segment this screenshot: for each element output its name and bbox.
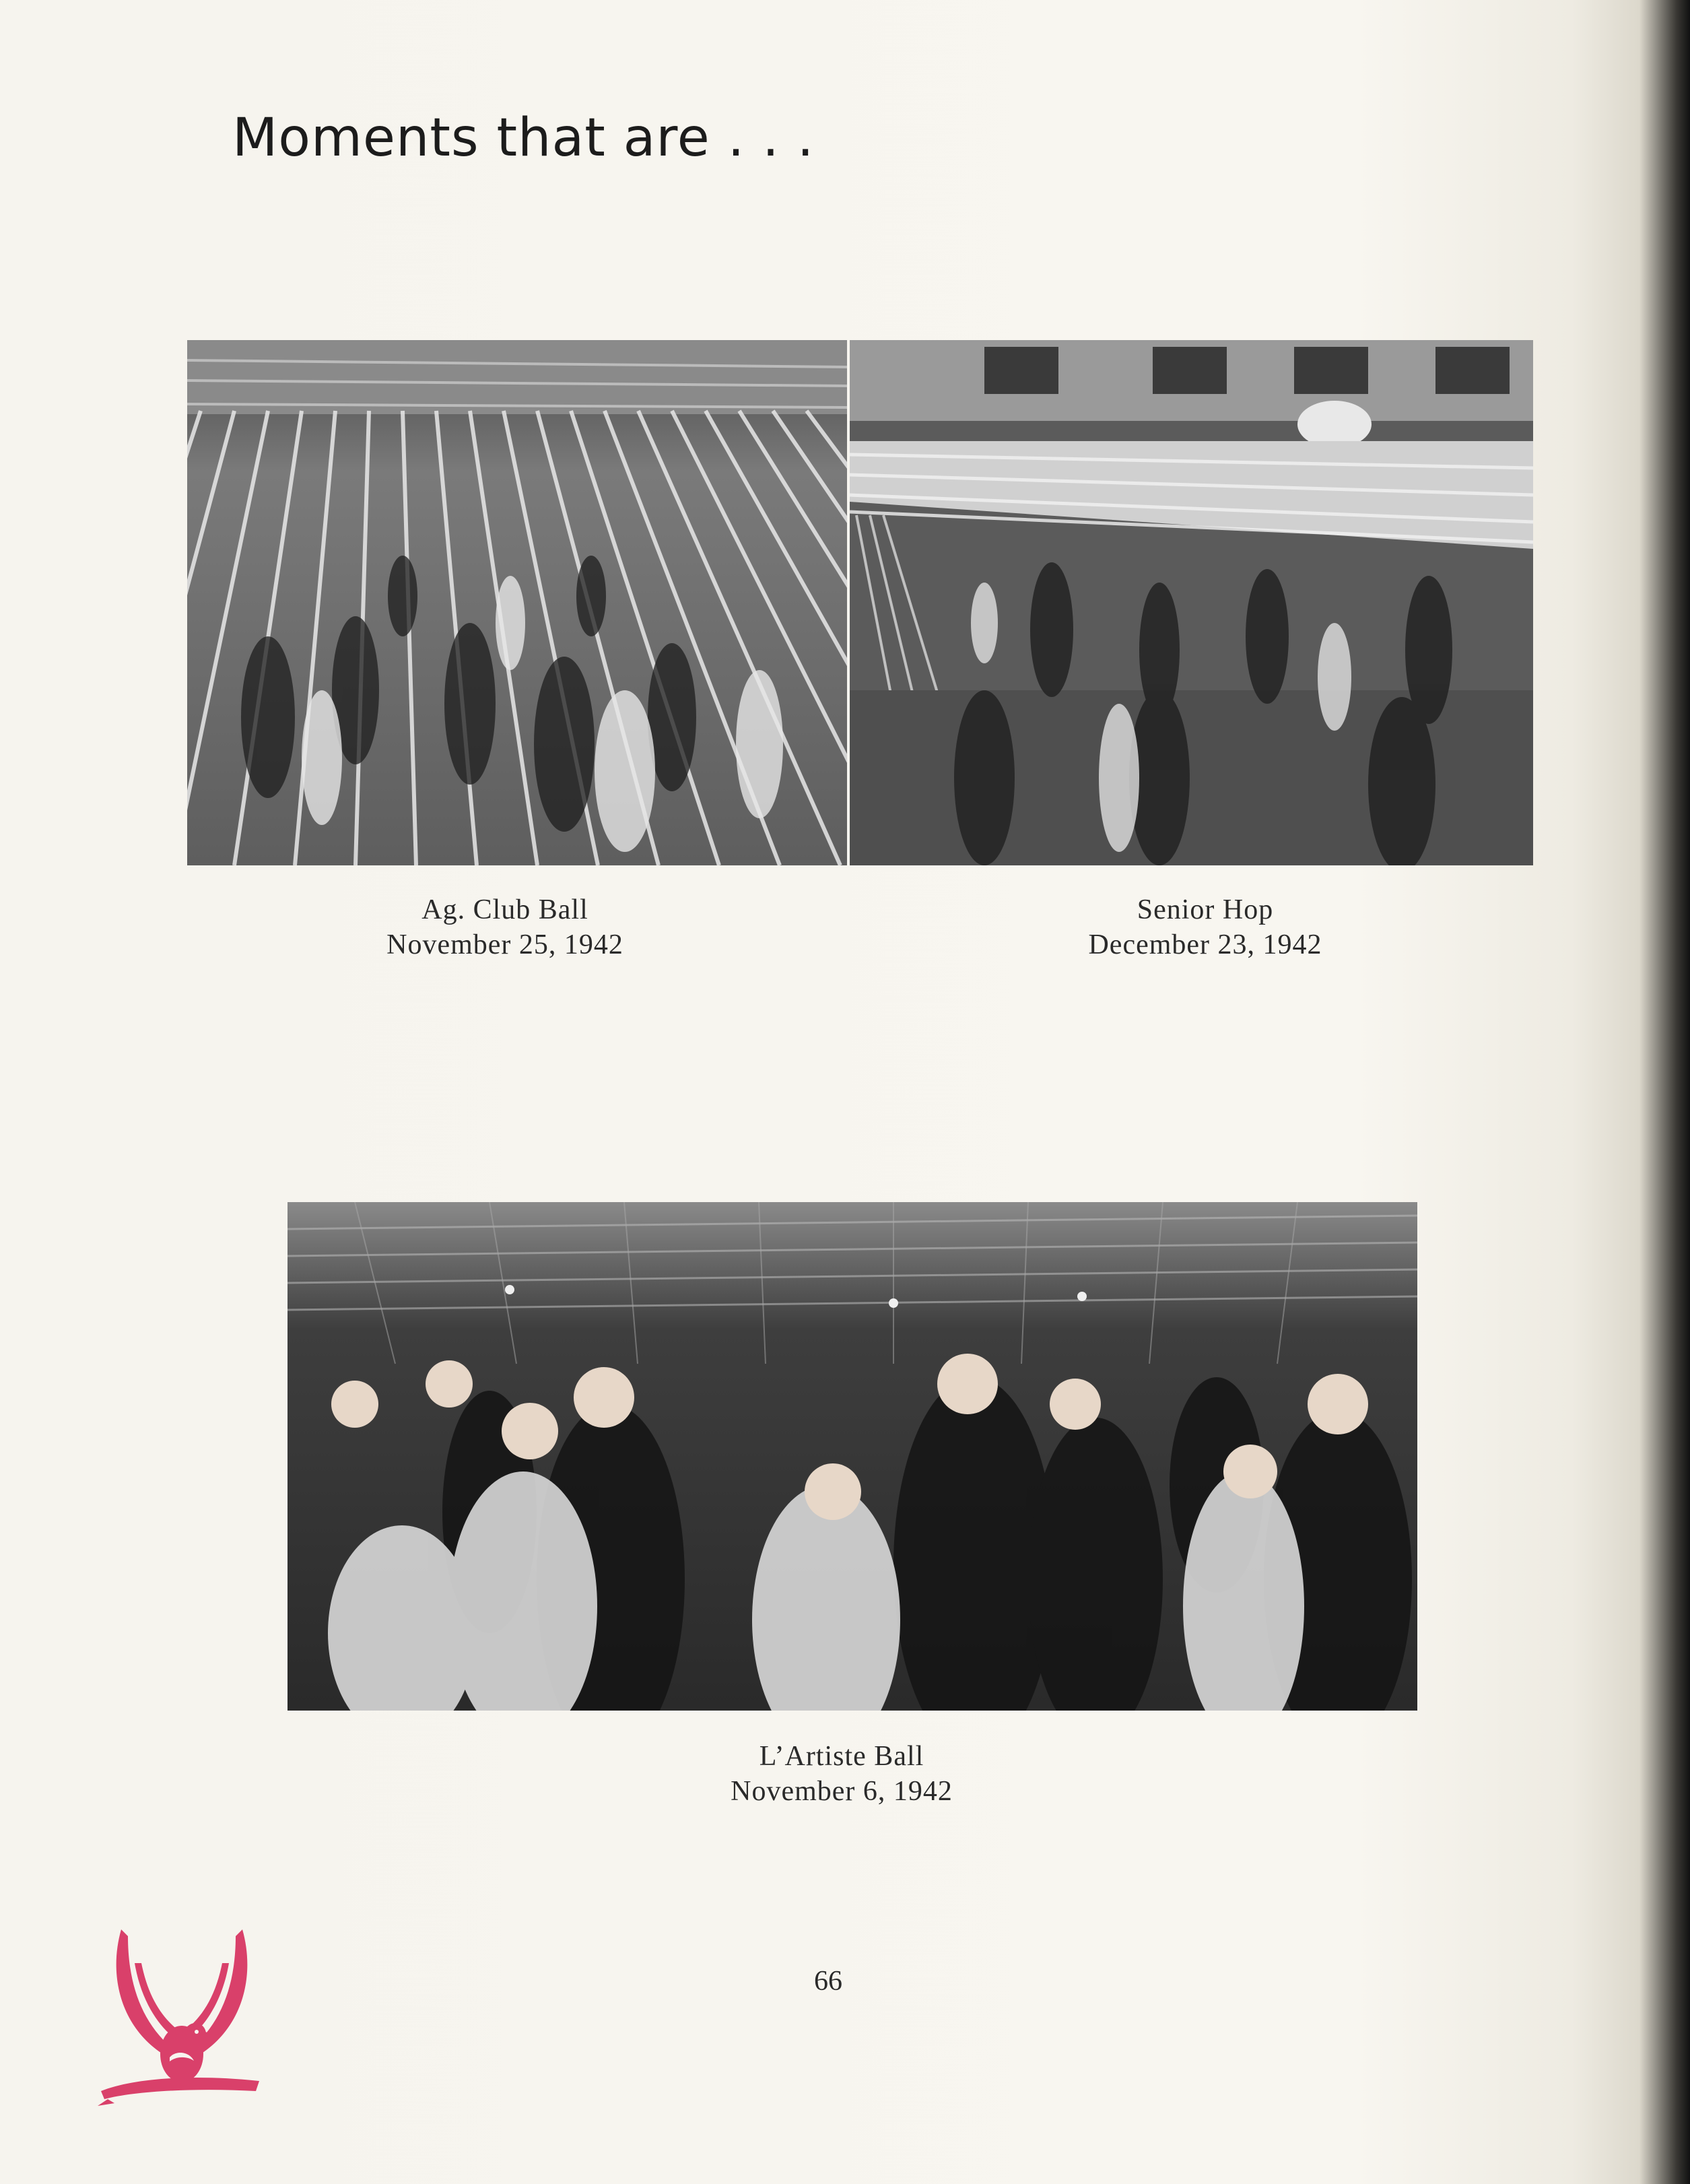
caption-lartiste-ball: [673, 1739, 1010, 1809]
caption-title: L’Artiste Ball: [759, 1741, 924, 1772]
eagle-emblem-icon: [94, 1923, 269, 2111]
caption-date: November 25, 1942: [386, 929, 623, 960]
page-number: 66: [814, 1966, 842, 1997]
photo-senior-hop: [850, 340, 1533, 865]
caption-title: Ag. Club Ball: [421, 894, 588, 925]
caption-title: Senior Hop: [1137, 894, 1274, 925]
photo-ag-club-ball: [187, 340, 847, 865]
caption-senior-hop: [1023, 892, 1387, 962]
caption-date: November 6, 1942: [731, 1776, 953, 1807]
caption-ag-club-ball: [337, 892, 673, 962]
caption-date: December 23, 1942: [1088, 929, 1322, 960]
photo-lartiste-ball: [288, 1202, 1417, 1711]
page-heading: Moments that are . . .: [232, 108, 815, 168]
